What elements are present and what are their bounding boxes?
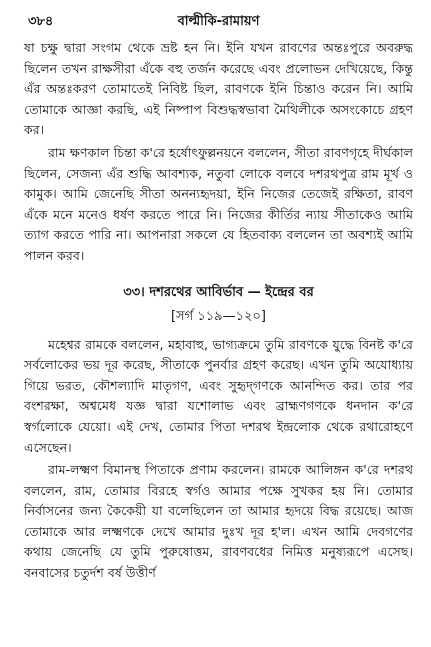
paragraph-dasharatha: রাম-লক্ষ্মণ বিমানস্থ পিতাকে প্রণাম করলেন। রামকে আলিঙ্গন ক'রে দশরথ বললেন, রাম, তোমার বিরহে স্বর্গও আমার পক্ষে সুখকর হয় নি। তোমার নির্বাসনের জন্য কৈকেয়ী যা বলেছিলেন তা আমার হৃদয়ে বিদ্ধ রয়েছে। আজ তোমাকে আর লক্ষ্মণকে দেখে আমার দুঃখ দূর হ'ল। এখন আমি দেবগণের কথায় জেনেছি যে তুমি পুরুষোত্তম, রাবণবধের নিমিত্ত মনুষ্যরূপে এসেছ। বনবাসের চতুর্দশ বর্ষ উত্তীর্ণ bbox=[24, 462, 413, 581]
page-number: ৩৮৪ bbox=[28, 14, 54, 29]
running-title: বাল্মীকি-রামায়ণ bbox=[177, 14, 260, 29]
paragraph-rama-speech: রাম ক্ষণকাল চিন্তা ক'রে হর্ষোৎফুল্লনয়নে বললেন, সীতা রাবণগৃহে দীর্ঘকাল ছিলেন, সেজন্য এঁর শুদ্ধি আবশ্যক, নতুবা লোকে বলবে দশরথপুত্র রাম মূর্খ ও কামুক। আমি জেনেছি সীতা অনন্যহৃদয়া, ইনি নিজের তেজেই রক্ষিতা, রাবণ এঁকে মনে মনেও ধর্ষণ করতে পারে নি। নিজের কীর্তির ন্যায় সীতাকেও আমি ত্যাগ করতে পারি না। আপনারা সকলে যে হিতবাক্য বললেন তা অবশ্যই আমি পালন করব। bbox=[24, 144, 413, 263]
sarga-range: [সর্গ ১১৯—১২০] bbox=[170, 308, 267, 324]
paragraph-continued: ষা চক্ষু দ্বারা সংগম থেকে ভ্রষ্ট হন নি। ইনি যখন রাবণের অন্তঃপুরে অবরুদ্ধ ছিলেন তখন রাক্ষসীরা এঁকে বহু তর্জন করেছে এবং প্রলোভন দেখিয়েছে, কিন্তু এঁর অন্তঃকরণ তোমাতেই নিবিষ্ট ছিল, রাবণকে ইনি চিন্তাও করেন নি। আমি তোমাকে আজ্ঞা করছি, এই নিষ্পাপ বিশুদ্ধস্বভাবা মৈথিলীকে অসংকোচে গ্রহণ কর। bbox=[24, 40, 413, 138]
chapter-heading: ৩৩। দশরথের আবির্ভাব — ইন্দ্রের বর bbox=[123, 284, 314, 300]
page-header bbox=[24, 10, 413, 30]
paragraph-maheshwara: মহেশ্বর রামকে বললেন, মহাবাহু, ভাগ্যক্রমে তুমি রাবণকে যুদ্ধে বিনষ্ট ক'রে সর্বলোকের ভয় দূর করেছ, সীতাকে পুনর্বার গ্রহণ করেছ। এখন তুমি অযোধ্যায় গিয়ে ভরত, কৌশল্যাদি মাতৃগণ, এবং সুহৃদ্‌গণকে আনন্দিত কর। তার পর বংশরক্ষা, অশ্বমেধ যজ্ঞ দ্বারা যশোলাভ এবং ব্রাহ্মণগণকে ধনদান ক'রে স্বর্গলোকে যেয়ো। এই দেখ, তোমার পিতা দশরথ ইন্দ্রলোক থেকে রথারোহণে এসেছেন। bbox=[24, 336, 413, 455]
